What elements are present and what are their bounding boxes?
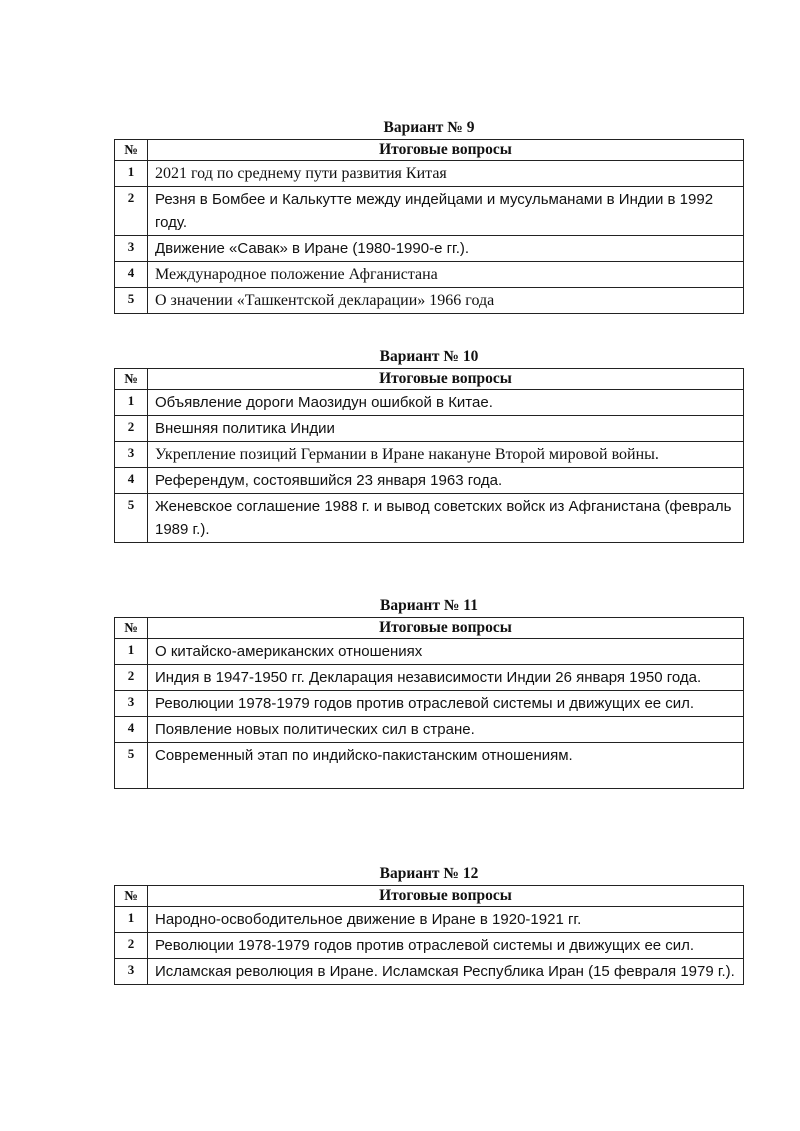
questions-table [114,617,744,789]
row-number: 2 [115,187,148,236]
question-text: Референдум, состоявшийся 23 января 1963 года. [148,468,744,494]
row-number: 3 [115,236,148,262]
questions-header: Итоговые вопросы [148,886,744,907]
table-row [115,959,744,985]
row-number: 4 [115,717,148,743]
question-text: 2021 год по среднему пути развития Китая [148,161,744,187]
table-row [115,161,744,187]
question-text: Внешняя политика Индии [148,416,744,442]
table-row [115,187,744,236]
number-header: № [115,140,148,161]
questions-table [114,368,744,543]
question-text: Международное положение Афганистана [148,262,744,288]
table-header [115,618,744,639]
question-text: Исламская революция в Иране. Исламская Республика Иран (15 февраля 1979 г.). [148,959,744,985]
table-row [115,416,744,442]
variant-title: Вариант № 9 [383,119,475,136]
questions-table [114,139,744,314]
table-row [115,639,744,665]
variant-11 [114,595,744,789]
row-number: 2 [115,665,148,691]
number-header: № [115,618,148,639]
questions-table [114,885,744,985]
variant-title: Вариант № 12 [379,865,479,882]
row-number: 4 [115,262,148,288]
variant-title: Вариант № 11 [380,597,478,614]
question-text: Народно-освободительное движение в Иране в 1920-1921 гг. [148,907,744,933]
table-row [115,743,744,789]
row-number: 1 [115,161,148,187]
questions-header: Итоговые вопросы [148,618,744,639]
table-header [115,369,744,390]
row-number: 3 [115,959,148,985]
table-row [115,288,744,314]
row-number: 3 [115,442,148,468]
row-number: 3 [115,691,148,717]
variant-10 [114,346,744,543]
row-number: 5 [115,743,148,789]
table-row [115,494,744,543]
table-row [115,236,744,262]
question-text: Укрепление позиций Германии в Иране накануне Второй мировой войны. [148,442,744,468]
question-text: Индия в 1947-1950 гг. Декларация независимости Индии 26 января 1950 года. [148,665,744,691]
variant-12 [114,863,744,985]
question-text: Женевское соглашение 1988 г. и вывод советских войск из Афганистана (февраль 1989 г.). [148,494,744,543]
table-header [115,886,744,907]
questions-header: Итоговые вопросы [148,369,744,390]
table-row [115,933,744,959]
question-text: Современный этап по индийско-пакистанским отношениям. [148,743,744,789]
table-row [115,717,744,743]
table-row [115,390,744,416]
questions-header: Итоговые вопросы [148,140,744,161]
row-number: 4 [115,468,148,494]
number-header: № [115,886,148,907]
question-text: Революции 1978-1979 годов против отраслевой системы и движущих ее сил. [148,933,744,959]
number-header: № [115,369,148,390]
row-number: 2 [115,933,148,959]
table-row [115,262,744,288]
question-text: Объявление дороги Маозидун ошибкой в Китае. [148,390,744,416]
row-number: 5 [115,494,148,543]
question-text: О китайско-американских отношениях [148,639,744,665]
question-text: Революции 1978-1979 годов против отраслевой системы и движущих ее сил. [148,691,744,717]
question-text: О значении «Ташкентской декларации» 1966 года [148,288,744,314]
table-row [115,468,744,494]
question-text: Появление новых политических сил в стране. [148,717,744,743]
question-text: Резня в Бомбее и Калькутте между индейцами и мусульманами в Индии в 1992 году. [148,187,744,236]
variant-title: Вариант № 10 [379,348,479,365]
row-number: 1 [115,390,148,416]
table-header [115,140,744,161]
table-row [115,665,744,691]
table-row [115,691,744,717]
table-row [115,442,744,468]
question-text: Движение «Савак» в Иране (1980-1990-е гг.). [148,236,744,262]
row-number: 5 [115,288,148,314]
row-number: 2 [115,416,148,442]
row-number: 1 [115,639,148,665]
variant-9 [114,117,744,314]
row-number: 1 [115,907,148,933]
table-row [115,907,744,933]
